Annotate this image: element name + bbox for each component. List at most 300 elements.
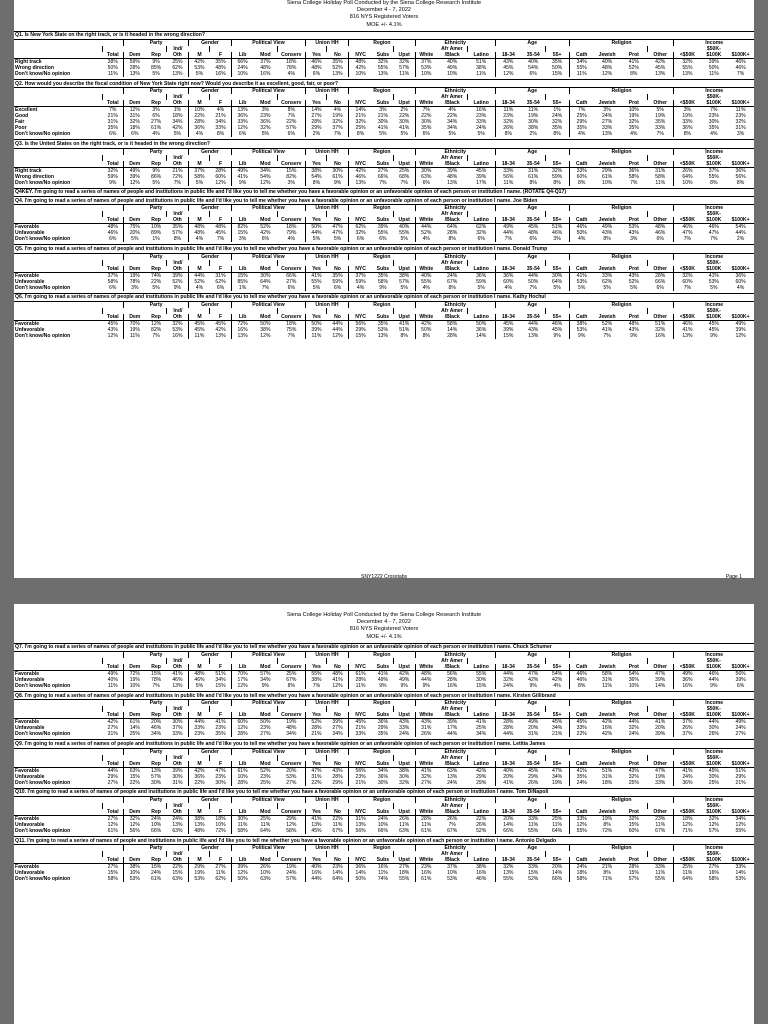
table-cell: 12% [495, 71, 521, 77]
column-header: Subs [372, 217, 394, 224]
table-cell: 53% [735, 876, 746, 883]
column-header: $100K+ [727, 217, 754, 224]
column-header: Subs [372, 712, 394, 719]
table-cell: 24% [151, 870, 162, 877]
table-cell: 50% [232, 876, 254, 882]
column-header: Dem [124, 217, 146, 224]
column-subheader: Afr Amer [441, 754, 463, 761]
table-cell: 10% [124, 870, 146, 876]
table-cell: 46% [172, 677, 183, 684]
table-cell: 5% [656, 107, 664, 114]
table-cell: 4% [188, 131, 210, 137]
group-header: Age [495, 149, 569, 155]
column-subheader: Ind/ [167, 658, 189, 664]
table-cell: 10% [188, 107, 210, 114]
table-cell: 32% [260, 125, 271, 132]
table-cell: 46% [674, 320, 701, 327]
group-header: Political View [232, 749, 306, 755]
table-cell: 5% [448, 131, 456, 138]
table-cell: 14% [447, 326, 458, 333]
table-cell: 11% [349, 683, 373, 689]
group-header: Religion [569, 652, 674, 658]
table-cell: 17% [447, 725, 458, 732]
table-cell: 9% [152, 59, 160, 66]
table-cell: 45% [569, 719, 594, 726]
group-header: Union HH [305, 845, 348, 851]
table-cell: 26% [495, 125, 521, 131]
table-cell: 39% [735, 677, 746, 684]
table-cell: 64% [447, 224, 458, 231]
row-label: Favorable [15, 320, 40, 327]
row-label: Favorable [15, 864, 40, 871]
table-cell: 13% [602, 131, 613, 138]
table-cell: 6% [109, 284, 117, 291]
table-cell: 50% [349, 876, 373, 882]
column-header: Subs [372, 809, 394, 816]
table-cell: 49% [674, 671, 701, 678]
column-header: Upst [394, 314, 416, 321]
table-cell: 8% [448, 284, 456, 291]
group-header: Gender [188, 88, 231, 94]
crosstab-table [14, 845, 754, 882]
table-cell: 56% [495, 174, 521, 180]
table-cell: 13% [447, 773, 458, 780]
table-cell: 5% [261, 131, 270, 138]
question-block [14, 244, 754, 290]
table-cell: 33% [655, 125, 666, 132]
column-header: NYC [349, 266, 373, 273]
column-subheader: Ind/ [167, 755, 189, 761]
table-cell: 40% [602, 59, 613, 66]
table-cell: 30% [172, 719, 183, 726]
table-cell: 45% [552, 719, 563, 726]
column-header: 55+ [546, 266, 570, 273]
column-header: NYC [349, 52, 373, 59]
table-cell: 72% [602, 828, 613, 834]
table-cell: 35% [552, 125, 563, 132]
table-cell: 7% [630, 179, 638, 186]
table-cell: 50% [708, 65, 719, 72]
table-cell: 33% [602, 272, 613, 279]
column-subheader: $50K- [706, 754, 721, 761]
table-cell: 32% [476, 230, 487, 237]
table-cell: 82% [286, 173, 297, 180]
table-cell: 45% [305, 828, 327, 834]
table-cell: 23% [495, 113, 521, 119]
table-cell: 39% [172, 272, 183, 279]
table-cell: 48% [349, 59, 373, 66]
table-cell: 28% [655, 272, 666, 279]
column-header: <$50K [674, 664, 701, 671]
table-cell: 45% [215, 320, 226, 327]
column-header: Lib [232, 161, 254, 168]
column-header: /Black [437, 52, 468, 59]
table-cell: 33% [399, 725, 410, 732]
table-cell: 34% [447, 125, 458, 132]
column-header: Lib [232, 217, 254, 224]
table-cell: 13% [377, 71, 389, 78]
row-label: Don't know/No opinion [15, 731, 71, 738]
column-header: Cath [569, 809, 594, 816]
table-cell: 31% [124, 113, 146, 119]
table-cell: 64% [332, 876, 343, 883]
table-cell: 32% [399, 779, 410, 786]
table-cell: 42% [528, 677, 539, 684]
table-cell: 31% [528, 731, 539, 738]
group-header: Region [349, 149, 416, 155]
table-cell: 21% [349, 725, 373, 731]
column-header: No [327, 100, 349, 107]
column-header: 18-34 [495, 857, 521, 864]
table-cell: 11% [708, 71, 719, 78]
column-header: Latino [468, 664, 496, 671]
table-cell: 13% [528, 332, 539, 339]
table-cell: 42% [172, 125, 183, 132]
table-cell: 57% [399, 278, 410, 285]
table-cell: 61% [528, 173, 539, 180]
table-cell: 28% [447, 332, 458, 339]
table-cell: 7% [261, 284, 270, 291]
column-header: Prot [620, 314, 647, 321]
table-cell: 55% [735, 828, 746, 834]
table-cell: 22% [151, 278, 162, 285]
table-cell: 22% [415, 113, 437, 119]
table-cell: 18% [399, 870, 410, 877]
column-header: Other [647, 217, 674, 224]
column-header: Dem [124, 761, 146, 768]
table-cell: 70% [232, 671, 254, 678]
column-header: $100K+ [727, 809, 754, 816]
table-cell: 11% [415, 822, 437, 828]
question-block [14, 836, 754, 882]
group-header: Gender [188, 302, 231, 308]
column-subheader: $50K- [706, 211, 721, 218]
table-cell: 52% [628, 65, 639, 72]
table-cell: 52% [188, 279, 210, 285]
table-cell: 36% [495, 272, 521, 279]
table-cell: 11% [215, 870, 226, 877]
table-cell: 35% [708, 125, 719, 132]
table-cell: 32% [495, 677, 521, 683]
column-header: 55+ [546, 314, 570, 321]
table-cell: 16% [305, 870, 327, 876]
table-cell: 28% [305, 119, 327, 125]
table-cell: 49% [399, 677, 410, 684]
table-cell: 32% [349, 230, 373, 236]
table-cell: 37% [674, 731, 701, 737]
table-cell: 14% [655, 683, 666, 690]
table-cell: 32% [349, 119, 373, 125]
table-cell: 54% [260, 173, 271, 180]
column-header: Lib [232, 712, 254, 719]
table-cell: 11% [528, 822, 539, 828]
table-cell: 56% [349, 767, 373, 774]
column-subheader: $50K- [706, 307, 721, 314]
table-cell: 31% [305, 774, 327, 780]
table-cell: 20% [495, 774, 521, 780]
table-cell: 12% [602, 71, 613, 78]
table-cell: 45% [708, 326, 719, 333]
row-label: Right track [15, 59, 42, 66]
table-cell: 62% [172, 65, 183, 72]
group-header: Union HH [305, 149, 348, 155]
table-cell: 53% [628, 224, 639, 231]
table-cell: 9% [710, 332, 718, 339]
table-cell: 25% [124, 731, 146, 737]
table-cell: 15% [552, 71, 563, 78]
column-header: 35-54 [521, 809, 546, 816]
table-cell: 30% [708, 773, 719, 780]
table-cell: 45% [708, 767, 719, 774]
group-header: Region [349, 205, 416, 211]
group-header: Ethnicity [415, 205, 495, 211]
table-cell: 37% [332, 125, 343, 132]
table-cell: 56% [447, 671, 458, 678]
column-header: Jewish [594, 266, 621, 273]
table-cell: 12% [708, 822, 719, 828]
table-cell: 12% [124, 822, 146, 828]
group-header: Income [674, 845, 754, 851]
table-cell: 24% [628, 731, 639, 738]
column-header: 35-54 [521, 857, 546, 864]
column-header: Lib [232, 664, 254, 671]
table-cell: 3% [553, 236, 561, 243]
table-cell: 12% [124, 180, 146, 186]
table-cell: 25% [399, 167, 410, 174]
table-row [14, 731, 754, 737]
table-cell: 26% [447, 816, 458, 822]
table-cell: 3% [630, 236, 638, 243]
table-cell: 22% [124, 780, 146, 786]
table-cell: 52% [332, 65, 343, 72]
table-cell: 18% [286, 224, 297, 231]
table-cell: 27% [107, 816, 118, 822]
table-cell: 23% [260, 113, 271, 120]
table-cell: 53% [708, 278, 719, 285]
question-block [14, 788, 754, 834]
table-cell: 13% [172, 822, 183, 828]
column-header: Lib [232, 809, 254, 816]
table-cell: 27% [377, 167, 389, 174]
table-cell: 48% [415, 671, 437, 678]
group-header: Gender [188, 797, 231, 803]
table-cell: 45% [495, 320, 521, 327]
column-header: Dem [124, 857, 146, 864]
table-cell: 14% [305, 107, 327, 114]
table-cell: 12% [735, 332, 746, 339]
table-cell: 48% [332, 671, 343, 678]
table-cell: 33% [528, 864, 539, 871]
table-cell: 75% [124, 224, 146, 231]
column-header: $100K+ [727, 712, 754, 719]
column-header: $100K [701, 52, 728, 59]
table-cell: 61% [107, 828, 118, 834]
column-header: Dem [124, 100, 146, 107]
table-cell: 44% [188, 719, 210, 726]
table-cell: 9% [261, 683, 270, 690]
table-cell: 8% [400, 332, 408, 339]
table-cell: 40% [107, 677, 118, 684]
table-cell: 11% [305, 333, 327, 339]
column-header: White [415, 100, 437, 107]
column-header: Mod [253, 761, 278, 768]
table-cell: 26% [674, 725, 701, 731]
table-cell: 38% [569, 320, 594, 327]
table-cell: 37% [260, 59, 271, 66]
table-cell: 19% [655, 113, 666, 120]
question-block [14, 31, 754, 77]
table-cell: 4% [415, 236, 437, 242]
table-cell: 8% [349, 131, 373, 137]
table-cell: 38% [124, 864, 146, 871]
table-cell: 39% [476, 173, 487, 180]
column-header: $100K [701, 712, 728, 719]
table-cell: 44% [528, 320, 539, 327]
table-cell: 34% [447, 119, 458, 126]
group-header: Party [124, 845, 189, 851]
column-subheader: $50K- [706, 154, 721, 161]
table-cell: 25% [260, 779, 271, 786]
table-cell: 25% [674, 864, 701, 871]
table-cell: 20% [495, 816, 521, 823]
table-cell: 25% [552, 816, 563, 822]
table-cell: 8% [674, 131, 701, 137]
table-cell: 43% [628, 767, 639, 774]
column-header: /Black [437, 761, 468, 768]
table-cell: 47% [305, 767, 327, 774]
group-header: Age [495, 652, 569, 658]
table-cell: 34% [476, 731, 487, 738]
column-header: Oth [167, 161, 189, 168]
table-cell: 15% [172, 870, 183, 877]
table-cell: 59% [107, 173, 118, 180]
table-cell: 51% [552, 224, 563, 231]
table-cell: 72% [215, 828, 226, 834]
table-cell: 61% [349, 671, 373, 678]
table-cell: 46% [476, 876, 487, 883]
table-cell: 32% [628, 816, 639, 822]
table-cell: 13% [124, 71, 146, 77]
table-cell: 34% [552, 773, 563, 780]
table-cell: 47% [552, 767, 563, 774]
table-cell: 42% [107, 719, 118, 726]
table-cell: 7% [152, 683, 160, 690]
table-cell: 35% [552, 59, 563, 66]
table-cell: 16% [674, 683, 701, 689]
row-label: Unfavorable [15, 326, 45, 333]
group-header: Age [495, 254, 569, 260]
group-header: Region [349, 700, 416, 706]
table-cell: 19% [332, 113, 343, 120]
column-header: Yes [305, 217, 327, 224]
table-cell: 43% [399, 719, 410, 726]
table-cell: 29% [377, 725, 389, 732]
table-cell: 4% [553, 683, 561, 690]
question-title: Q1. Is New York State on the right track, or is it headed in the wrong direction? [14, 31, 754, 40]
table-cell: 45% [655, 65, 666, 72]
table-cell: 41% [476, 719, 487, 726]
table-cell: 9% [333, 179, 342, 186]
table-cell: 9% [173, 284, 182, 291]
column-header: Mod [253, 100, 278, 107]
table-cell: 60% [495, 279, 521, 285]
table-cell: 31% [735, 125, 746, 132]
table-cell: 61% [602, 173, 613, 180]
column-header: NYC [349, 217, 373, 224]
table-cell: 12% [151, 320, 162, 327]
table-cell: 15% [107, 870, 118, 877]
table-cell: 4% [736, 284, 745, 291]
table-cell: 63% [124, 767, 146, 774]
table-cell: 22% [476, 816, 487, 822]
table-cell: 33% [188, 725, 210, 731]
column-header: NYC [349, 161, 373, 168]
table-cell: 14% [735, 870, 746, 877]
table-cell: 56% [349, 828, 373, 834]
table-cell: 13% [674, 333, 701, 339]
table-cell: 30% [332, 167, 343, 174]
table-cell: 72% [232, 320, 254, 327]
column-header: Subs [372, 314, 394, 321]
table-cell: 12% [260, 179, 271, 186]
column-header: Rep [145, 266, 167, 273]
group-header: Union HH [305, 254, 348, 260]
table-cell: 41% [232, 174, 254, 180]
table-cell: 30% [215, 779, 226, 786]
table-cell: 7% [152, 332, 160, 339]
column-header: Latino [468, 217, 496, 224]
table-cell: 34% [215, 677, 226, 684]
table-cell: 53% [188, 876, 210, 882]
group-header: Income [674, 254, 754, 260]
column-header: Upst [394, 761, 416, 768]
table-cell: 12% [215, 179, 226, 186]
table-cell: 10% [232, 774, 254, 780]
table-cell: 47% [332, 224, 343, 231]
table-cell: 11% [476, 71, 487, 78]
table-cell: 52% [528, 876, 539, 883]
table-cell: 22% [305, 780, 327, 786]
column-header: <$50K [674, 314, 701, 321]
table-cell: 6% [232, 131, 254, 137]
table-cell: 28% [349, 677, 373, 683]
column-header: White [415, 664, 437, 671]
column-header: NYC [349, 857, 373, 864]
column-header: <$50K [674, 809, 701, 816]
column-header: Total [102, 664, 124, 671]
table-cell: 2% [305, 131, 327, 137]
crosstab-table [14, 302, 754, 339]
row-label: Don't know/No opinion [15, 71, 71, 78]
group-header: Union HH [305, 797, 348, 803]
table-cell: 46% [569, 671, 594, 678]
group-header: Ethnicity [415, 845, 495, 851]
table-cell: 53% [447, 876, 458, 883]
column-header: Upst [394, 161, 416, 168]
column-subheader: Afr Amer [441, 851, 463, 858]
table-cell: 41% [305, 272, 327, 279]
table-cell: 23% [215, 725, 226, 732]
table-cell: 41% [172, 671, 183, 678]
table-cell: 7% [674, 236, 701, 242]
table-cell: 46% [188, 677, 210, 683]
table-cell: 57% [628, 876, 639, 883]
table-cell: 48% [447, 173, 458, 180]
table-cell: 24% [569, 780, 594, 786]
table-cell: 61% [332, 173, 343, 180]
table-cell: 12% [232, 870, 254, 876]
column-header: Conserv [278, 161, 306, 168]
